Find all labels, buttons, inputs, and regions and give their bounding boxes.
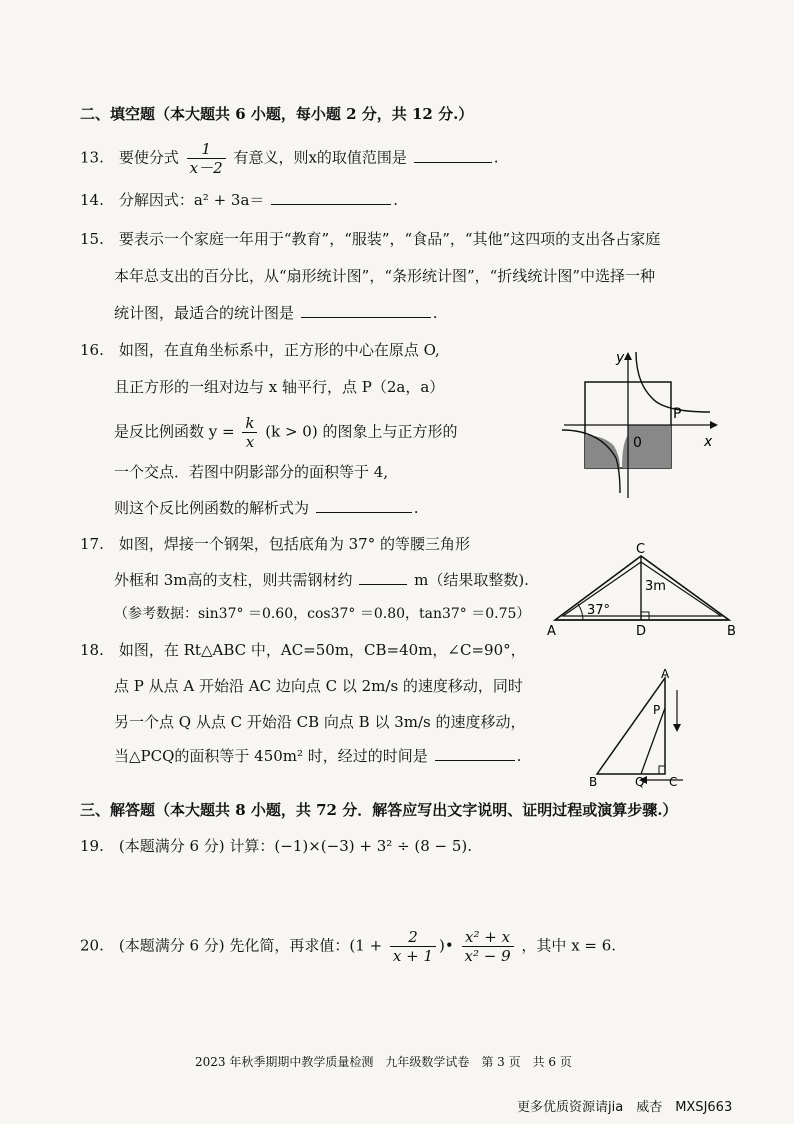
q17-answer-blank[interactable] xyxy=(359,570,407,585)
q20-frac1-num: 2 xyxy=(390,928,436,947)
q18-segment-pq xyxy=(641,708,665,774)
watermark-text: 更多优质资源请jia 威杏 MXSJ663 xyxy=(517,1100,733,1115)
question-14 xyxy=(80,190,398,210)
q18-label-p: P xyxy=(653,703,661,717)
q16-func-prefix: 是反比例函数 y = xyxy=(114,422,235,441)
q16-line-3 xyxy=(114,414,457,451)
q17-line-2-prefix: 外框和 3m高的支柱，则共需钢材约 xyxy=(114,571,353,589)
q18-triangle-figure xyxy=(585,668,695,790)
q16-x-arrow xyxy=(710,421,718,429)
q17-line-2-suffix: m（结果取整数). xyxy=(414,571,529,589)
q16-coordinate-figure xyxy=(560,348,720,500)
q17-label-height: 3m xyxy=(645,579,666,594)
q17-label-c: C xyxy=(636,542,646,557)
q18-answer-blank[interactable] xyxy=(435,746,515,761)
q17-line-1: 17. 如图，焊接一个钢架，包括底角为 37° 的等腰三角形 xyxy=(80,535,470,553)
q16-answer-blank[interactable] xyxy=(316,498,412,513)
q20-fraction-2 xyxy=(462,928,514,965)
q20-frac2-num: x² + x xyxy=(462,928,514,947)
q20-frac1-den: x + 1 xyxy=(392,947,434,965)
q15-answer-blank[interactable] xyxy=(301,303,431,318)
q16-answer-line xyxy=(114,498,419,518)
question-19: 19. (本题满分 6 分) 计算：(−1)×(−3) + 3² ÷ (8 − 5). xyxy=(80,837,473,855)
q18-line-3: 另一个点 Q 从点 C 开始沿 CB 向点 B 以 3m/s 的速度移动， xyxy=(114,713,526,731)
page-footer: 2023 年秋季期期中教学质量检测 九年级数学试卷 第 3 页 共 6 页 xyxy=(195,1055,572,1069)
q17-truss-figure xyxy=(545,540,745,640)
q16-frac-den: x xyxy=(245,433,255,451)
q14-answer-blank[interactable] xyxy=(271,190,391,205)
q20-prefix: 20. (本题满分 6 分) 先化简，再求值：(1 + xyxy=(80,936,383,955)
q18-answer-line xyxy=(114,746,521,766)
question-15-answer-line xyxy=(114,303,438,323)
q16-label-x: x xyxy=(704,434,713,450)
q16-frac-num: k xyxy=(242,414,257,433)
q17-label-angle: 37° xyxy=(587,603,611,618)
q16-y-arrow xyxy=(624,352,632,360)
q16-shade-inner xyxy=(622,435,628,468)
q13-answer-blank[interactable] xyxy=(414,148,492,163)
q17-line-2 xyxy=(114,570,529,590)
q16-fraction xyxy=(242,414,257,451)
q18-right-angle-mark xyxy=(659,766,665,774)
q16-line-4: 一个交点．若图中阴影部分的面积等于 4, xyxy=(114,463,389,481)
section-2-title: 二、填空题（本大题共 6 小题，每小题 2 分，共 12 分.） xyxy=(80,105,474,123)
q16-line-2: 且正方形的一组对边与 x 轴平行，点 P（2a，a） xyxy=(114,378,445,396)
q16-line-1: 16. 如图，在直角坐标系中，正方形的中心在原点 O, xyxy=(80,341,440,359)
q18-line-4: 当△PCQ的面积等于 450m² 时，经过的时间是 xyxy=(114,747,428,765)
q15-line-1: 15. 要表示一个家庭一年用于“教育”，“服装”，“食品”，“其他”这四项的支出各占家庭 xyxy=(80,230,661,248)
question-13 xyxy=(80,140,498,177)
q17-label-a: A xyxy=(547,624,556,639)
q18-triangle-abc xyxy=(597,678,665,774)
q20-fraction-1 xyxy=(390,928,436,965)
q14-end: . xyxy=(393,191,398,209)
q14-text: 14. 分解因式：a² + 3a＝ xyxy=(80,191,265,209)
q18-label-b: B xyxy=(589,775,598,789)
q18-end: . xyxy=(516,747,522,765)
section-3-title: 三、解答题（本大题共 8 小题，共 72 分．解答应写出文字说明、证明过程或演算步骤.） xyxy=(80,801,678,819)
q18-label-c: C xyxy=(669,775,678,789)
q15-line-3: 统计图，最适合的统计图是 xyxy=(114,304,295,322)
q18-label-q: Q xyxy=(635,775,645,789)
q13-end: . xyxy=(493,148,499,167)
q20-middle: )• xyxy=(439,936,454,955)
q18-label-a: A xyxy=(661,668,670,681)
q16-func-suffix: (k > 0) 的图象上与正方形的 xyxy=(265,422,458,441)
q18-line-1: 18. 如图，在 Rt△ABC 中，AC=50m，CB=40m，∠C=90°， xyxy=(80,641,526,659)
q16-end: . xyxy=(413,499,419,517)
q13-prefix: 13. 要使分式 xyxy=(80,148,179,167)
q16-line-5: 则这个反比例函数的解析式为 xyxy=(114,499,310,517)
q18-line-2: 点 P 从点 A 开始沿 AC 边向点 C 以 2m/s 的速度移动，同时 xyxy=(114,677,523,695)
q13-fraction xyxy=(187,140,226,177)
q13-frac-den: x－2 xyxy=(189,159,223,177)
q16-label-y: y xyxy=(616,350,625,366)
q16-shade-bottom-left xyxy=(585,435,620,468)
q15-line-2: 本年总支出的百分比，从“扇形统计图”，“条形统计图”，“折线统计图”中选择一种 xyxy=(114,267,656,285)
q16-label-p: P xyxy=(673,406,682,422)
q18-arrow-down-head xyxy=(673,724,681,732)
q15-end: . xyxy=(432,304,438,322)
q17-angle-arc xyxy=(578,604,583,620)
q20-suffix: ，其中 x = 6. xyxy=(521,936,617,955)
q13-suffix: 有意义，则x的取值范围是 xyxy=(233,148,407,167)
q17-label-b: B xyxy=(727,624,736,639)
q16-label-o: 0 xyxy=(633,435,642,451)
q13-frac-num: 1 xyxy=(187,140,226,159)
q20-frac2-den: x² − 9 xyxy=(464,947,511,965)
q17-label-d: D xyxy=(636,624,647,639)
q17-line-3: （参考数据：sin37° ＝0.60，cos37° ＝0.80，tan37° ＝0.75） xyxy=(114,606,531,622)
question-20 xyxy=(80,928,616,965)
